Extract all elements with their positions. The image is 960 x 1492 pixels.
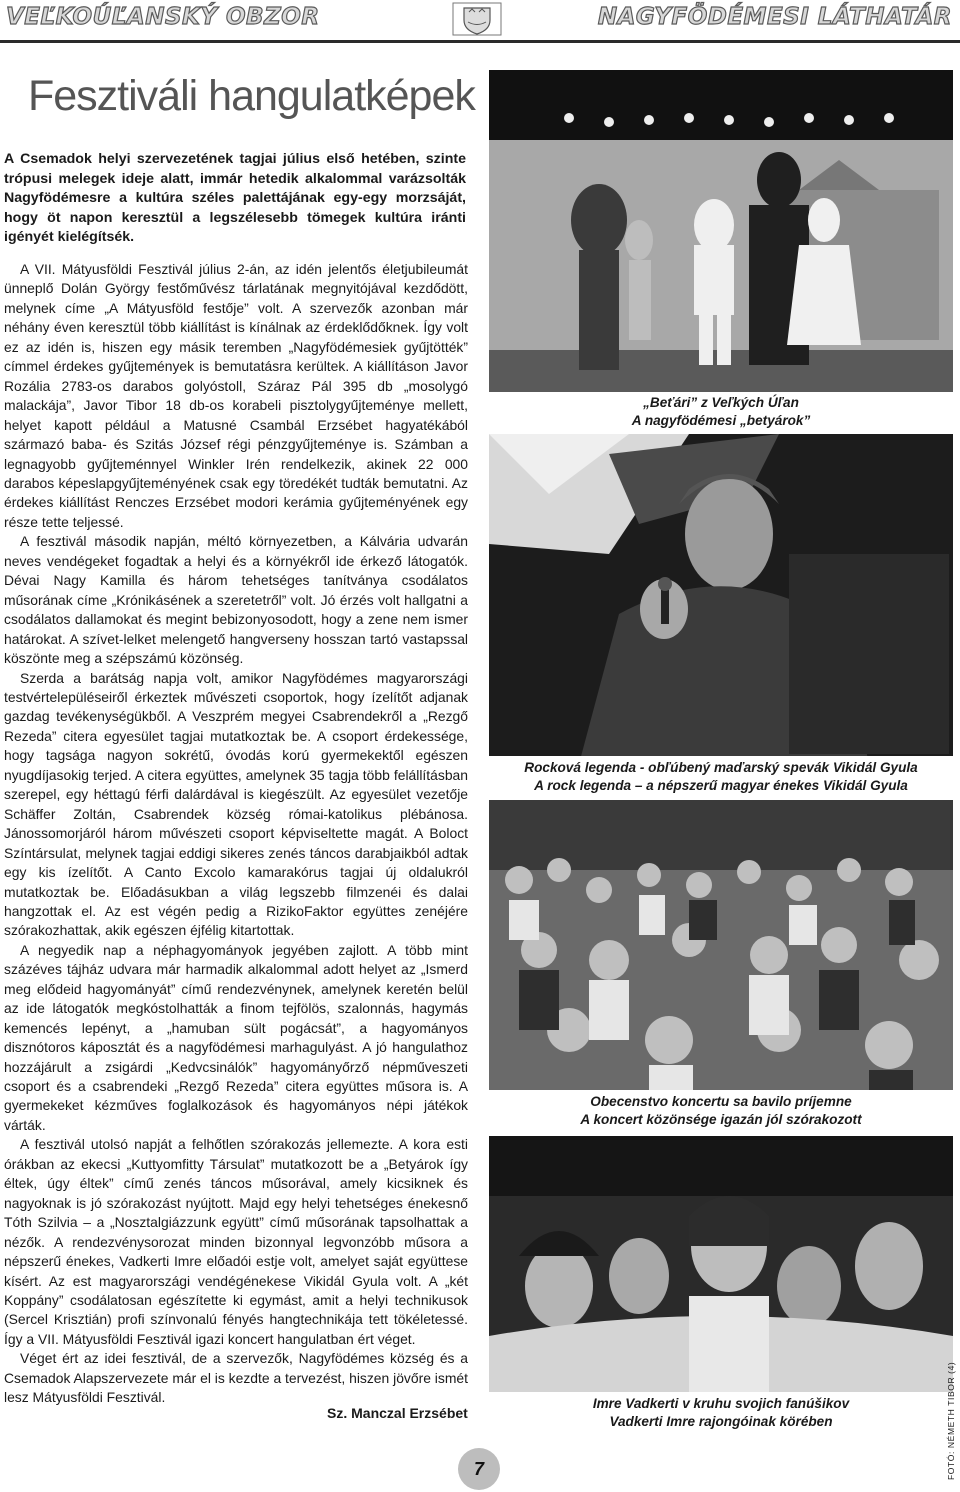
photo-caption (489, 1395, 953, 1431)
article-body (4, 260, 468, 1408)
paragraph: A fesztivál második napján, méltó környezetben, a Kálvária udvarán neves vendégeket fogadtak a helyi és a környékről ide érkező látogatók. Dévai Nagy Kamilla és három tehetséges tanítványa csodálatos műsorának címe „Krónikásének a szeretetről” volt. Jó érzés volt hallgatni a csodálatos dallamokat és megint bebizonyosodott, hogy a zene nem ismer határokat. A szívet-lelket melengető hangverseny hosszan tartó vastapssal köszönte meg a szépszámú közönség. (4, 533, 468, 667)
page-number: 7 (458, 1448, 500, 1490)
paragraph: A negyedik nap a néphagyományok jegyében zajlott. A több mint százéves tájház udvara már harmadik alkalommal adott helyet az „Ismerd meg elődeid hagyományát” című rendezvénynek, amelynek keretén belül az ide látogatók megkóstolhatták a finom tejfölös, szalonnás, hagymás kemencés lepényt, a „hamuban sült pogácsát”, a hagyományos disznótoros káposztát és a nagyfödémesi marhagulyást. A jó hangulathoz hozzájárult a zsigárdi „Kedvcsinálók” hagyományőrző népműveszeti csoport és a csabrendeki „Rezgő Rezeda” citera együttes műsora is. A gyermekeket kézműves foglalkozások és hagyományos népi játékok várták. (4, 941, 468, 1133)
caption-hungarian: A rock legenda – a népszerű magyar énekes Vikidál Gyula (534, 778, 908, 793)
photo-crowd (489, 800, 953, 1090)
header-left-title: VEĽKOÚĽANSKÝ OBZOR (6, 4, 320, 30)
photo-caption (489, 394, 953, 430)
paragraph: A VII. Mátyusföldi Fesztivál július 2-án, az idén jelentős életjubileumát ünneplő Dolán György festőművész tárlatának megnyitójával kezdődött, melynek címe „A Mátyusföld festője” volt. A szervezők azonban már néhány éven keresztül több kiállítást is kínálnak az érdeklődőknek. Így volt ez az idén is, hiszen egy másik teremben „Nagyfödémesiek gyűjtötték” címmel érdekes gyűjtemények is bemutatásra kerültek. A kiállításon Javor Rozália 2783-os darabos golyóstoll, Száraz Pál 395 db „mosolygó malackája”, Javor Tibor 18 db-os korabeli pisztolygyűjteménye mellett, helyet kapott például a Matusné Csambál Erzsébet hagyatékából származó baba- és Szitás József régi pénzgyűjteménye is. Számban a legnagyobb gyűjteménnyel Winkler Irén rendelkezik, akinek 22 000 darabos képeslapgyűjteményének csak egy töredékét tudták bemutatni. Az érdekes kiállítást Renczes Erzsébet modori kerámia gyűjteményének egy része tette teljessé. (4, 261, 468, 530)
article-lead: A Csemadok helyi szervezetének tagjai július első hetében, szinte trópusi melegek ideje alatt, immár hetedik alkalommal varázsolták Nagyfödémesre a kultúra széles palettájának egy-egy morzsáját, hogy öt napon keresztül a legszélesebb tömegek kultúra iránti igényét kielégítsék. (4, 151, 466, 246)
caption-hungarian: Vadkerti Imre rajongóinak körében (609, 1414, 833, 1429)
caption-slovak: Rocková legenda - obľúbený maďarský spevák Vikidál Gyula (524, 760, 918, 775)
photo-caption (489, 1093, 953, 1129)
header-divider (0, 40, 960, 43)
photo-caption (489, 759, 953, 795)
caption-slovak: Obecenstvo koncertu sa bavilo príjemne (590, 1094, 852, 1109)
caption-slovak: „Beťári” z Veľkých Úľan (643, 395, 799, 410)
photo-credit: FOTÓ: NÉMETH TIBOR (4) (946, 1361, 956, 1480)
caption-slovak: Imre Vadkerti v kruhu svojich fanúšikov (592, 1396, 850, 1411)
coat-of-arms-icon (452, 2, 502, 36)
paragraph: Véget ért az idei fesztivál, de a szervezők, Nagyfödémes község és a Csemadok Alapszervezete már el is kezdte a tervezést, hiszen jövőre ismét lesz Mátyusföldi Fesztivál. (4, 1350, 468, 1406)
photo-stage (489, 70, 953, 392)
caption-hungarian: A koncert közönsége igazán jól szórakozott (580, 1112, 862, 1127)
photo-fans (489, 1136, 953, 1392)
article-title: Fesztiváli hangulatképek (28, 72, 475, 120)
header-right-title: NAGYFÖDÉMESI LÁTHATÁR (597, 4, 952, 30)
caption-hungarian: A nagyfödémesi „betyárok” (631, 413, 811, 428)
photo-singer (489, 434, 953, 756)
paragraph: Szerda a barátság napja volt, amikor Nagyfödémes magyarországi testvértelepüléseiről érkeztek művészeti csoportok, hogy ízelítőt adjanak gazdag tevékenységükből. A Veszprém megyei Csabrendekről a „Rezgő Rezeda” citera egyesület tagjai mutatkoztak be. A csoport érdekessége, hogy tagsága nagyon sokrétű, óvodás korú gyermekektől egészen nyugdíjasokig terjed. A citera együttes, amelynek 35 tagja több felállításban szerepel, egy héttagú férfi dalárdával is kiegészült. Az egyesület vezetője Schäffer Zoltán, Csabrendek község római-katolikus plébánosa. Jánossomorjáról három művészeti csoport képviseltette magát. A Boloct Színtársulat, melynek tagjai eddigi sikeres zenés táncos darabjaikból adtak egy kis ízelítőt. A Canto Excolo kamarakórus tagjai új oldalukról mutatkoztak be. Előadásukban a világ legszebb filmzenéi és dalai hangzottak el. Az est végén pedig a RizikoFaktor együttes zenéjére szórakozhattak, akik egészen éjfélig kitartottak. (4, 669, 468, 939)
paragraph: A fesztivál utolsó napját a felhőtlen szórakozás jellemezte. A kora esti órákban az ekecsi „Kuttyomfitty Társulat” mutatkozott be a „Betyárok így éltek, úgy éltek” című zenés táncos műsorával, amely kicsiknek és nagyoknak is jó szórakozást nyújtott. Majd egy helyi tehetséges énekesnő Tóth Szilvia – a „Nosztalgiázzunk együtt” című műsorának tapsolhattak a nézők. A rendezvénysorozat minden bizonnyal legvonzóbb műsora a népszerű énekes, Vadkerti Imre előadói estje volt, amelyet saját együttese kísért. Az est magyarországi vendégénekese Vikidál Gyula volt. A „két Koppány” csodálatosan egészítette ki egymást, amit a helyi technikusok (Sercel Krisztián) profi színvonalú fényés hangtechnikája tett tökéletessé. Így a VII. Mátyusföldi Fesztivál igazi koncert hangulatban ért véget. (4, 1136, 468, 1347)
article-author: Sz. Manczal Erzsébet (327, 1405, 468, 1421)
